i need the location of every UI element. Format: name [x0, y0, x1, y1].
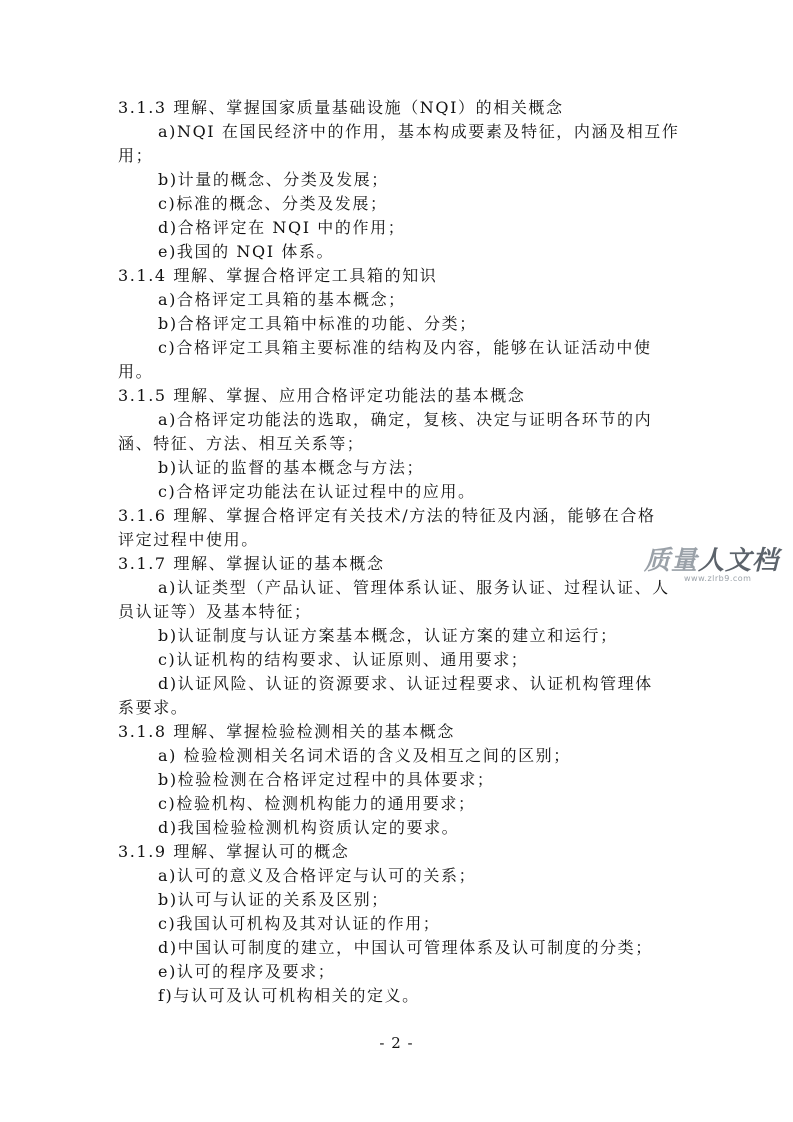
- section-heading: 3.1.4 理解、掌握合格评定工具箱的知识: [118, 266, 438, 285]
- watermark-part-b: 人文档: [698, 546, 780, 576]
- text-line: c)合格评定功能法在认证过程中的应用。: [158, 482, 476, 501]
- watermark-logo: [644, 547, 784, 591]
- text-line: b)认证的监督的基本概念与方法；: [158, 458, 425, 477]
- watermark-part-a: 质量: [644, 546, 699, 576]
- section-heading: 3.1.9 理解、掌握认可的概念: [118, 842, 350, 861]
- text-line: e)我国的 NQI 体系。: [158, 242, 335, 261]
- text-line: d)认证风险、认证的资源要求、认证过程要求、认证机构管理体: [158, 674, 653, 693]
- text-line: c)合格评定工具箱主要标准的结构及内容，能够在认证活动中使: [158, 338, 652, 357]
- text-line: f)与认可及认可机构相关的定义。: [158, 986, 420, 1005]
- watermark-url: www.zlrb9.com: [684, 574, 752, 583]
- text-line: c)标准的概念、分类及发展；: [158, 194, 388, 213]
- text-line: 系要求。: [118, 698, 189, 717]
- section-heading: 3.1.6 理解、掌握合格评定有关技术/方法的特征及内涵，能够在合格: [118, 506, 656, 525]
- page-number: - 2 -: [379, 1034, 414, 1052]
- text-line: 用。: [118, 362, 154, 381]
- watermark-text: [644, 547, 779, 575]
- text-line: b)认可与认证的关系及区别；: [158, 890, 389, 909]
- text-line: d)合格评定在 NQI 中的作用；: [158, 218, 406, 237]
- text-line: e)认可的程序及要求；: [158, 962, 336, 981]
- text-line: a)合格评定工具箱的基本概念；: [158, 290, 406, 309]
- text-line: b)检验检测在合格评定过程中的具体要求；: [158, 770, 495, 789]
- section-heading: 3.1.8 理解、掌握检验检测相关的基本概念: [118, 722, 455, 741]
- text-line: b)认证制度与认证方案基本概念，认证方案的建立和运行；: [158, 626, 618, 645]
- text-line: a)认证类型（产品认证、管理体系认证、服务认证、过程认证、人: [158, 578, 670, 597]
- text-line: c)我国认可机构及其对认证的作用；: [158, 914, 441, 933]
- text-line: 员认证等）及基本特征；: [118, 602, 312, 621]
- text-line: d)中国认可制度的建立，中国认可管理体系及认可制度的分类；: [158, 938, 653, 957]
- text-line: a)NQI 在国民经济中的作用，基本构成要素及特征，内涵及相互作: [158, 122, 680, 141]
- section-heading: 3.1.5 理解、掌握、应用合格评定功能法的基本概念: [118, 386, 526, 405]
- text-line: a) 检验检测相关名词术语的含义及相互之间的区别；: [158, 746, 571, 765]
- text-line: 评定过程中使用。: [118, 530, 259, 549]
- text-line: 涵、特征、方法、相互关系等；: [118, 434, 365, 453]
- text-line: b)合格评定工具箱中标准的功能、分类；: [158, 314, 477, 333]
- section-heading: 3.1.3 理解、掌握国家质量基础设施（NQI）的相关概念: [118, 98, 564, 117]
- text-line: a)认可的意义及合格评定与认可的关系；: [158, 866, 477, 885]
- text-line: c)认证机构的结构要求、认证原则、通用要求；: [158, 650, 529, 669]
- text-line: b)计量的概念、分类及发展；: [158, 170, 389, 189]
- section-heading: 3.1.7 理解、掌握认证的基本概念: [118, 554, 385, 573]
- text-line: 用；: [118, 146, 154, 165]
- text-line: a)合格评定功能法的选取，确定，复核、决定与证明各环节的内: [158, 410, 653, 429]
- text-line: c)检验机构、检测机构能力的通用要求；: [158, 794, 476, 813]
- text-line: d)我国检验检测机构资质认定的要求。: [158, 818, 460, 837]
